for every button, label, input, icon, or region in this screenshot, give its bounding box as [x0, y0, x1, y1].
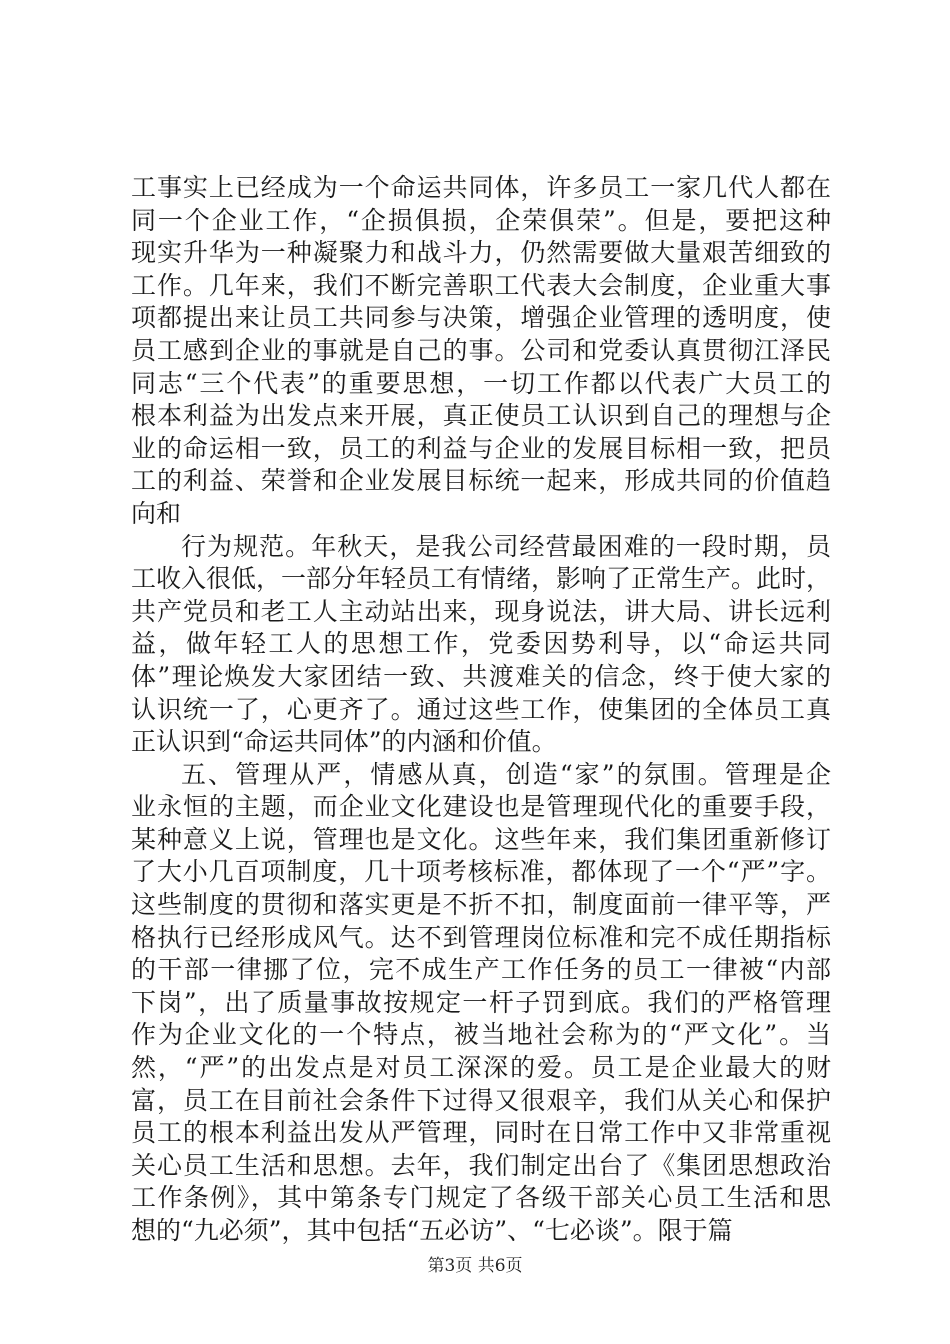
text-line: 正认识到“命运共同体”的内涵和价值。 [131, 727, 557, 757]
body-text [131, 172, 831, 1248]
text-line: 关心员工生活和思想。去年，我们制定出台了《集团思想政治 [131, 1150, 831, 1180]
text-line: 业的命运相一致，员工的利益与企业的发展目标相一致，把员 [131, 433, 831, 463]
text-line: 下岗”，出了质量事故按规定一杆子罚到底。我们的严格管理 [131, 987, 831, 1017]
text-line: 想的“九必须”，其中包括“五必访”、“七必谈”。限于篇 [131, 1216, 733, 1245]
text-line: 根本利益为出发点来开展，真正使员工认识到自己的理想与企 [131, 401, 831, 431]
text-line: 工的利益、荣誉和企业发展目标统一起来，形成共同的价值趋 [131, 466, 831, 496]
text-line: 格执行已经形成风气。达不到管理岗位标准和完不成任期指标 [131, 922, 831, 952]
text-line: 现实升华为一种凝聚力和战斗力，仍然需要做大量艰苦细致的 [131, 238, 831, 268]
paragraph [131, 759, 831, 1248]
text-line: 共产党员和老工人主动站出来，现身说法，讲大局、讲长远利 [131, 596, 831, 626]
paragraph [131, 172, 831, 531]
text-line: 行为规范。年秋天，是我公司经营最困难的一段时期，员 [181, 531, 831, 561]
text-line: 员工的根本利益出发从严管理，同时在日常工作中又非常重视 [131, 1118, 831, 1148]
text-line: 项都提出来让员工共同参与决策，增强企业管理的透明度，使 [131, 303, 831, 333]
text-line: 同一个企业工作，“企损俱损，企荣俱荣”。但是，要把这种 [131, 205, 831, 235]
text-line: 益，做年轻工人的思想工作，党委因势利导，以“命运共同 [131, 629, 831, 659]
text-line: 认识统一了，心更齐了。通过这些工作，使集团的全体员工真 [131, 694, 831, 724]
text-line: 的干部一律挪了位，完不成生产工作任务的员工一律被“内部 [131, 955, 831, 985]
text-line: 某种意义上说，管理也是文化。这些年来，我们集团重新修订 [131, 824, 831, 854]
text-line: 这些制度的贯彻和落实更是不折不扣，制度面前一律平等，严 [131, 890, 831, 920]
text-line: 了大小几百项制度，几十项考核标准，都体现了一个“严”字。 [131, 857, 831, 887]
paragraph [131, 531, 831, 759]
text-line: 工作。几年来，我们不断完善职工代表大会制度，企业重大事 [131, 270, 831, 300]
text-line: 然，“严”的出发点是对员工深深的爱。员工是企业最大的财 [131, 1053, 831, 1083]
text-line: 员工感到企业的事就是自己的事。公司和党委认真贯彻江泽民 [131, 335, 831, 365]
text-line: 工事实上已经成为一个命运共同体，许多员工一家几代人都在 [131, 173, 831, 202]
text-line: 业永恒的主题，而企业文化建设也是管理现代化的重要手段， [131, 792, 831, 822]
text-line: 工收入很低，一部分年轻员工有情绪，影响了正常生产。此时， [131, 564, 832, 594]
page-footer: 第3页 共6页 [427, 1256, 523, 1276]
text-line: 五、管理从严，情感从真，创造“家”的氛围。管理是企 [181, 759, 831, 789]
text-line: 富，员工在目前社会条件下过得又很艰辛，我们从关心和保护 [131, 1085, 831, 1115]
text-line: 工作条例》，其中第条专门规定了各级干部关心员工生活和思 [131, 1183, 831, 1213]
text-line: 同志“三个代表”的重要思想，一切工作都以代表广大员工的 [131, 368, 831, 398]
text-line: 向和 [131, 498, 182, 528]
text-line: 作为企业文化的一个特点，被当地社会称为的“严文化”。当 [131, 1020, 831, 1050]
text-line: 体”理论焕发大家团结一致、共渡难关的信念，终于使大家的 [131, 661, 831, 691]
